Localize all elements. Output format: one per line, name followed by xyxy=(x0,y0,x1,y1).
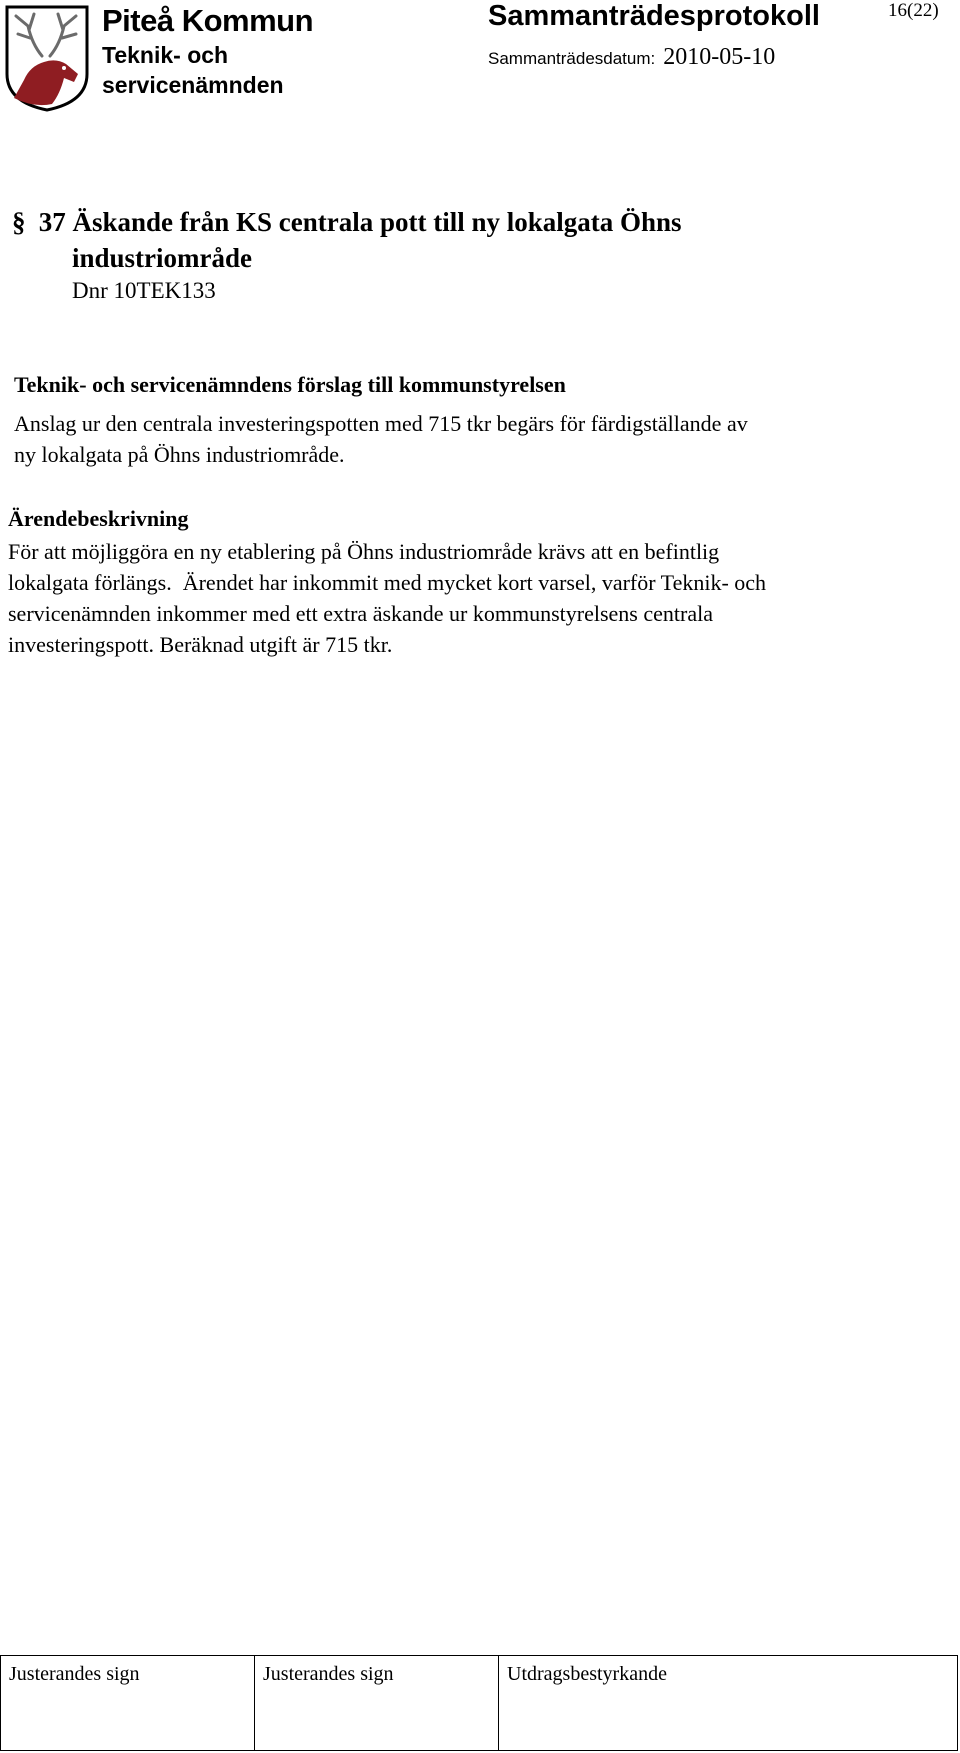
description-line: För att möjliggöra en ny etablering på Öhns industriområde krävs att en befintlig xyxy=(8,539,720,564)
section-title-line2: industriområde xyxy=(72,243,253,273)
section-heading-line1 xyxy=(12,204,912,240)
department-name-line2: servicenämnden xyxy=(102,72,284,98)
meeting-date-row xyxy=(488,44,775,71)
description-line: investeringspott. Beräknad utgift är 715 tkr. xyxy=(8,632,393,657)
description-line: lokalgata förlängs. Ärendet har inkommit med mycket kort varsel, varför Teknik- och xyxy=(8,570,767,595)
description-line: servicenämnden inkommer med ett extra äskande ur kommunstyrelsens centrala xyxy=(8,601,713,626)
signature-cell-2: Justerandes sign xyxy=(255,1656,499,1751)
page-number: 16(22) xyxy=(888,0,939,21)
certification-cell: Utdragsbestyrkande xyxy=(499,1656,958,1751)
proposal-text xyxy=(14,408,914,470)
municipality-crest-logo xyxy=(4,4,90,112)
description-heading: Ärendebeskrivning xyxy=(8,506,189,531)
organization-name: Piteå Kommun xyxy=(102,3,314,38)
meeting-date-label: Sammanträdesdatum: xyxy=(488,49,656,68)
organization-block xyxy=(102,2,313,100)
paragraph-symbol: § xyxy=(12,207,26,237)
department-name-line1: Teknik- och xyxy=(102,42,229,68)
case-number: Dnr 10TEK133 xyxy=(72,278,216,303)
proposal-line: Anslag ur den centrala investeringspotten med 715 tkr begärs för färdigställande av xyxy=(14,411,748,436)
proposal-line: ny lokalgata på Öhns industriområde. xyxy=(14,442,345,467)
meeting-date-value: 2010-05-10 xyxy=(663,44,776,70)
section-heading xyxy=(12,204,912,276)
proposal-heading: Teknik- och servicenämndens förslag till kommunstyrelsen xyxy=(14,372,566,397)
section-title-line1: 37 Äskande från KS centrala pott till ny lokalgata Öhns xyxy=(38,207,682,237)
signature-cell-1: Justerandes sign xyxy=(1,1656,255,1751)
signature-table xyxy=(0,1655,958,1751)
document-type-title: Sammanträdesprotokoll xyxy=(488,0,820,32)
description-text xyxy=(8,536,948,660)
